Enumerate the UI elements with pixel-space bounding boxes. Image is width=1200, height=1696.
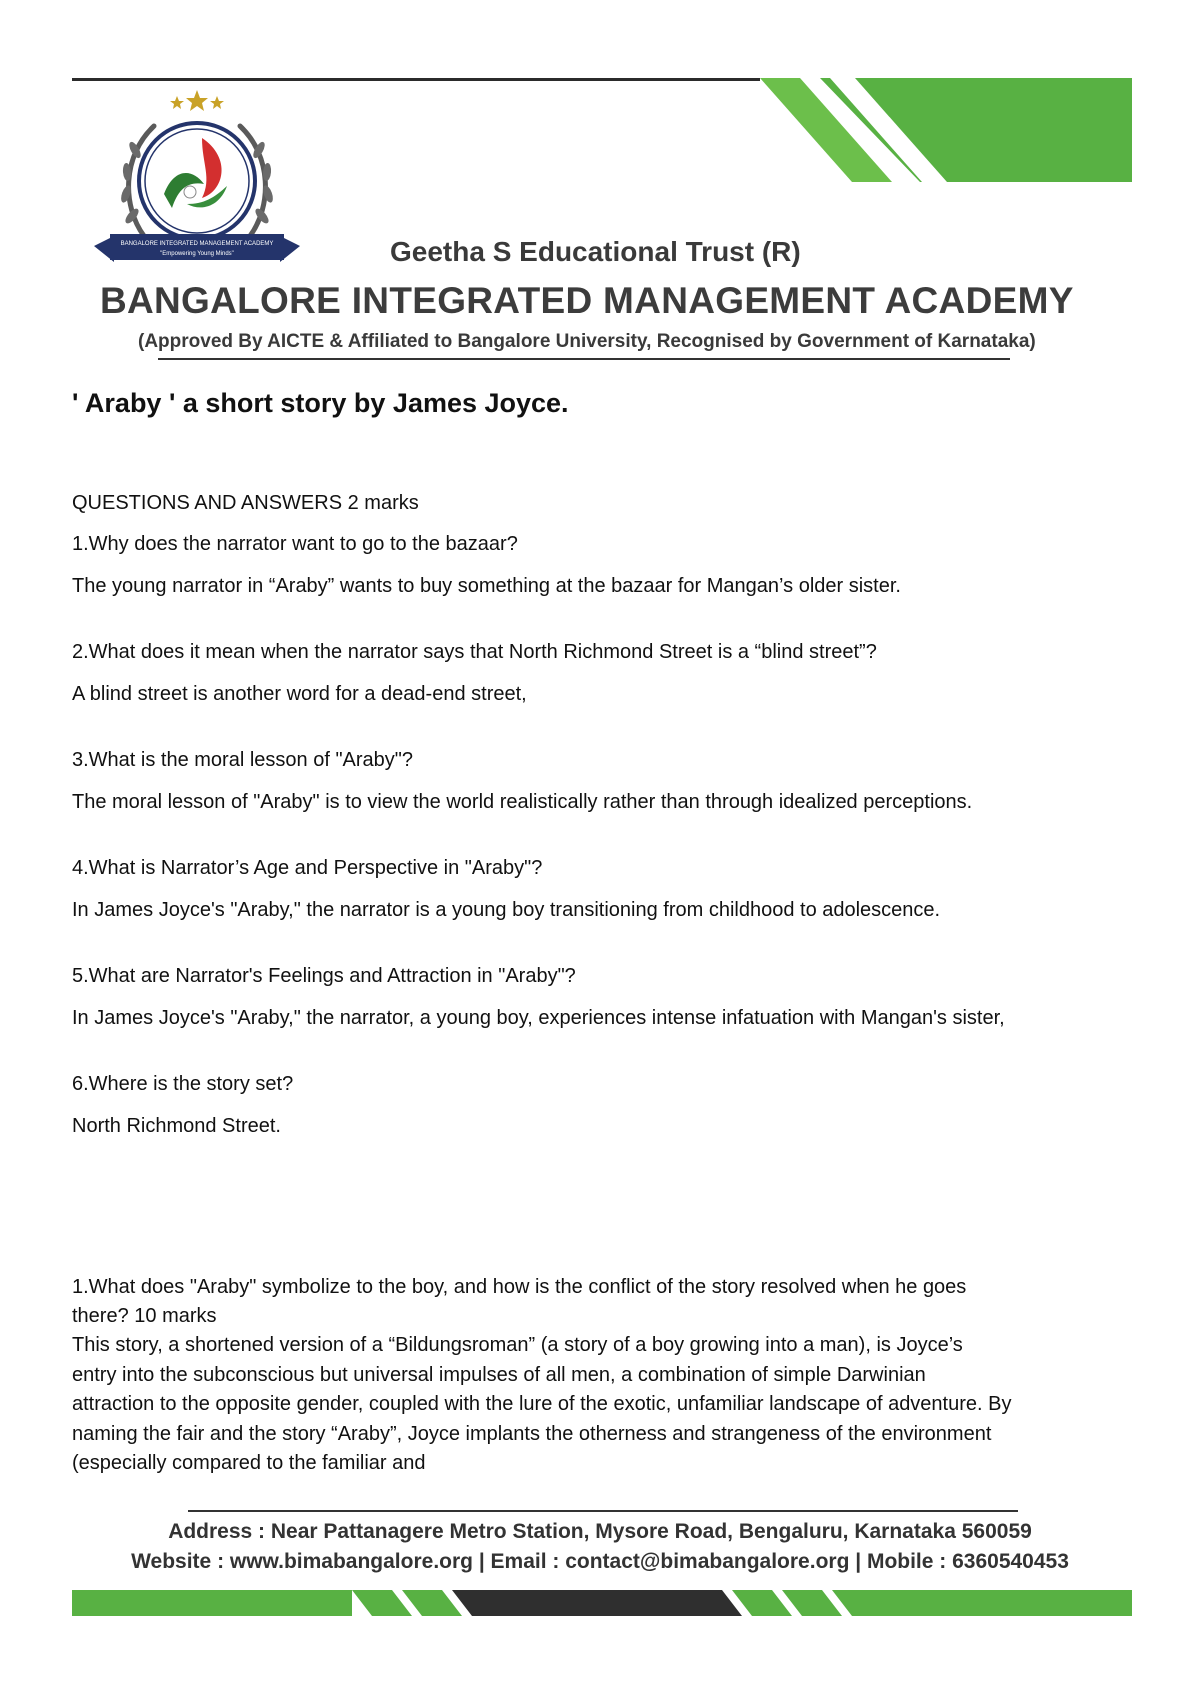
header-bottom-rule bbox=[158, 358, 1010, 360]
answer: A blind street is another word for a dead-end street, bbox=[72, 683, 527, 705]
long-answer: This story, a shortened version of a “Bildungsroman” (a story of a boy growing into a man), is Joyce’s entry into the subconscious but universal impulses of all men, a combination of simple Darwinian attraction to the opposite gender, coupled with the lure of the exotic, unfamiliar landscape of adventure. By naming the fair and the story “Araby”, Joyce implants the otherness and strangeness of the environment (especially compared to the familiar and bbox=[72, 1334, 1012, 1474]
approval-line: (Approved By AICTE & Affiliated to Bangalore University, Recognised by Government of Karnataka) bbox=[138, 331, 1036, 352]
svg-text:BANGALORE INTEGRATED MANAGEMEN: BANGALORE INTEGRATED MANAGEMENT ACADEMY bbox=[120, 241, 274, 247]
qa-item-1 bbox=[72, 532, 1132, 598]
academy-emblem-icon bbox=[92, 86, 302, 276]
qa-heading: QUESTIONS AND ANSWERS 2 marks bbox=[72, 492, 419, 514]
qa-item-2 bbox=[72, 640, 1132, 706]
question: 5.What are Narrator's Feelings and Attraction in "Araby"? bbox=[72, 965, 576, 987]
document-title: ' Araby ' a short story by James Joyce. bbox=[72, 388, 569, 418]
academy-name: BANGALORE INTEGRATED MANAGEMENT ACADEMY bbox=[100, 280, 1074, 321]
footer-rule bbox=[188, 1510, 1018, 1512]
footer-contact: Website : www.bimabangalore.org | Email : contact@bimabangalore.org | Mobile : 6360540453 bbox=[131, 1550, 1069, 1573]
footer-address: Address : Near Pattanagere Metro Station, Mysore Road, Bengaluru, Karnataka 560059 bbox=[168, 1520, 1032, 1543]
qa-list bbox=[72, 532, 1132, 1180]
answer: The young narrator in “Araby” wants to buy something at the bazaar for Mangan’s older sister. bbox=[72, 575, 901, 597]
trust-name: Geetha S Educational Trust (R) bbox=[390, 236, 801, 267]
header-green-banner bbox=[760, 78, 1132, 182]
question: 1.Why does the narrator want to go to the bazaar? bbox=[72, 533, 518, 555]
qa-item-6 bbox=[72, 1072, 1132, 1138]
long-question: 1.What does "Araby" symbolize to the boy, and how is the conflict of the story resolved when he goes there? 10 marks bbox=[72, 1276, 967, 1327]
svg-text:"Empowering Young Minds": "Empowering Young Minds" bbox=[160, 251, 234, 257]
footer-green-band bbox=[72, 1590, 1132, 1616]
qa-item-5 bbox=[72, 964, 1132, 1030]
qa-item-4 bbox=[72, 856, 1132, 922]
answer: The moral lesson of "Araby" is to view the world realistically rather than through idealized perceptions. bbox=[72, 791, 973, 813]
question: 6.Where is the story set? bbox=[72, 1073, 294, 1095]
question: 4.What is Narrator’s Age and Perspective in "Araby"? bbox=[72, 857, 543, 879]
answer: In James Joyce's "Araby," the narrator is a young boy transitioning from childhood to adolescence. bbox=[72, 899, 941, 921]
question: 2.What does it mean when the narrator says that North Richmond Street is a “blind street”? bbox=[72, 641, 877, 663]
question: 3.What is the moral lesson of "Araby"? bbox=[72, 749, 414, 771]
qa-item-3 bbox=[72, 748, 1132, 814]
answer: In James Joyce's "Araby," the narrator, a young boy, experiences intense infatuation with Mangan's sister, bbox=[72, 1007, 1005, 1029]
answer: North Richmond Street. bbox=[72, 1115, 281, 1137]
